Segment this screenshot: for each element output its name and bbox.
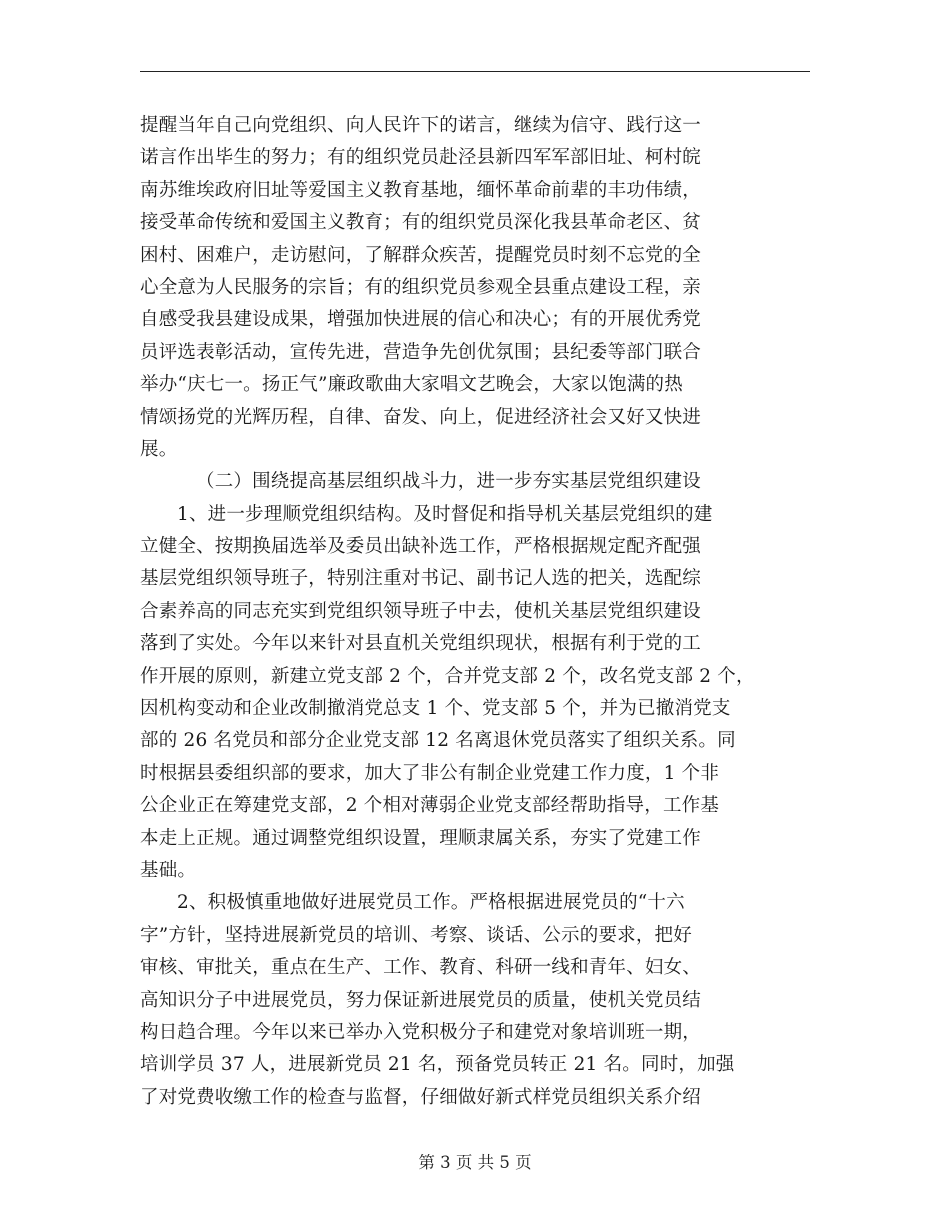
- text-line: 员评选表彰活动，宣传先进，营造争先创优氛围；县纪委等部门联合: [140, 341, 702, 363]
- text-line: 部的 26 名党员和部分企业党支部 12 名离退休党员落实了组织关系。同: [140, 730, 736, 752]
- text-line: 培训学员 37 人，进展新党员 21 名，预备党员转正 21 名。同时，加强: [140, 1054, 735, 1076]
- footer-label-page: 第: [418, 1153, 435, 1172]
- text-line: 本走上正规。通过调整党组织设置，理顺隶属关系，夯实了党建工作: [140, 827, 702, 849]
- text-line: 因机构变动和企业改制撤消党总支 1 个、党支部 5 个，并为已撤消党支: [140, 698, 731, 720]
- footer-total-pages: 5: [499, 1153, 510, 1172]
- text-line: 审核、审批关，重点在生产、工作、教育、科研一线和青年、妇女、: [140, 957, 702, 979]
- header-rule: [140, 71, 810, 72]
- text-line: 高知识分子中进展党员，努力保证新进展党员的质量，使机关党员结: [140, 989, 702, 1011]
- text-line: 心全意为人民服务的宗旨；有的组织党员参观全县重点建设工程，亲: [140, 276, 702, 298]
- text-line: 字”方针，坚持进展新党员的培训、考察、谈话、公示的要求，把好: [140, 924, 692, 946]
- text-line: 了对党费收缴工作的检查与监督，仔细做好新式样党员组织关系介绍: [140, 1086, 702, 1108]
- text-line: 合素养高的同志充实到党组织领导班子中去，使机关基层党组织建设: [140, 600, 702, 622]
- text-line: 诺言作出毕生的努力；有的组织党员赴泾县新四军军部旧址、柯村皖: [140, 147, 702, 169]
- text-line: 举办“庆七一。扬正气”廉政歌曲大家唱文艺晚会，大家以饱满的热: [140, 374, 683, 396]
- document-body: [140, 110, 816, 1114]
- footer-label-total-unit: 页: [515, 1153, 532, 1172]
- text-line: 立健全、按期换届选举及委员出缺补选工作，严格根据规定配齐配强: [140, 536, 702, 558]
- text-line: 困村、困难户，走访慰问，了解群众疾苦，提醒党员时刻不忘党的全: [140, 244, 702, 266]
- text-line: 提醒当年自己向党组织、向人民许下的诺言，继续为信守、践行这一: [140, 115, 702, 136]
- page-footer: [0, 1153, 950, 1173]
- footer-page-number: 3: [440, 1153, 451, 1172]
- text-line: 公企业正在筹建党支部，2 个相对薄弱企业党支部经帮助指导，工作基: [140, 795, 720, 817]
- text-line: 2、积极慎重地做好进展党员工作。严格根据进展党员的“十六: [177, 892, 685, 914]
- text-line: 构日趋合理。今年以来已举办入党积极分子和建党对象培训班一期，: [140, 1021, 702, 1043]
- text-line: 自感受我县建设成果，增强加快进展的信心和决心；有的开展优秀党: [140, 309, 702, 331]
- text-line: 时根据县委组织部的要求，加大了非公有制企业党建工作力度，1 个非: [140, 762, 720, 784]
- footer-label-page-unit: 页: [455, 1153, 473, 1172]
- text-line: 展。: [140, 438, 178, 460]
- text-line: 基础。: [140, 859, 197, 881]
- text-line: 南苏维埃政府旧址等爱国主义教育基地，缅怀革命前辈的丰功伟绩，: [140, 179, 702, 201]
- text-line: 落到了实处。今年以来针对县直机关党组织现状，根据有利于党的工: [140, 633, 702, 655]
- text-line: 作开展的原则，新建立党支部 2 个，合并党支部 2 个，改名党支部 2 个，: [140, 665, 755, 687]
- section-heading: （二）围绕提高基层组织战斗力，进一步夯实基层党组织建设: [196, 471, 701, 493]
- footer-label-total: 共: [477, 1153, 495, 1172]
- text-line: 基层党组织领导班子，特别注重对书记、副书记人选的把关，选配综: [140, 568, 702, 590]
- text-line: 情颂扬党的光辉历程，自律、奋发、向上，促进经济社会又好又快进: [140, 406, 702, 428]
- text-line: 接受革命传统和爱国主义教育；有的组织党员深化我县革命老区、贫: [140, 212, 702, 234]
- text-line: 1、进一步理顺党组织结构。及时督促和指导机关基层党组织的建: [177, 503, 713, 525]
